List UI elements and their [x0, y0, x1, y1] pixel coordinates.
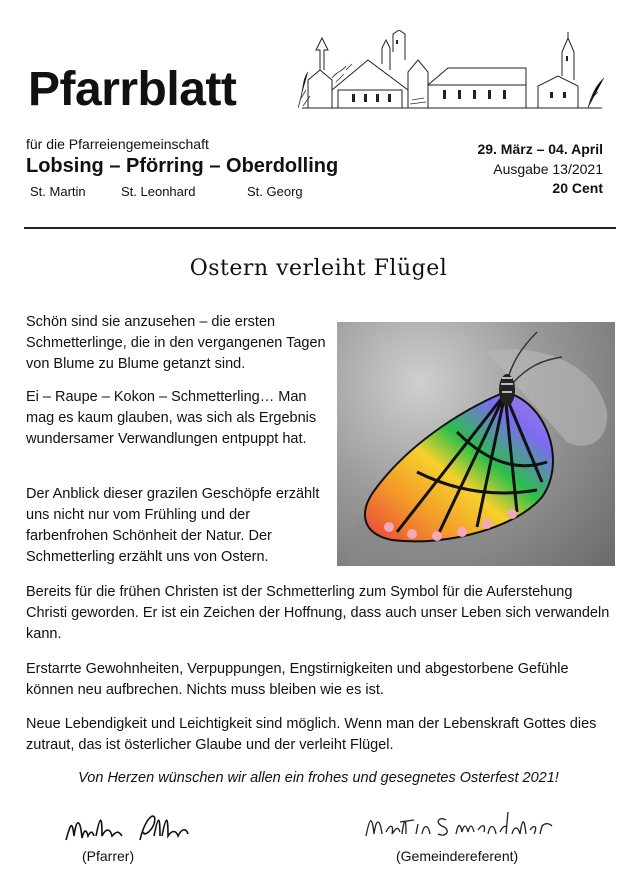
paragraph-5: Erstarrte Gewohnheiten, Verpuppungen, Engstirnigkeiten und abgestorbene Gefühle können neu aufbrechen. Nichts muss bleiben wie es ist. [26, 661, 569, 698]
paragraph-3: Der Anblick dieser grazilen Geschöpfe erzählt uns nicht nur vom Frühling und der farbenfrohen Schönheit der Natur. Der Schmetterling erzählt uns von Ostern. [26, 486, 320, 565]
saint-leonhard: St. Leonhard [121, 184, 196, 199]
signature-pastor [62, 806, 192, 846]
price: 20 Cent [552, 180, 603, 196]
saint-martin: St. Martin [30, 184, 86, 199]
header-divider [24, 227, 616, 229]
paragraph-1: Schön sind sie anzusehen – die ersten Schmetterlinge, die in den vergangenen Tagen von Blume zu Blume getanzt sind. [26, 314, 326, 372]
signature-referent [362, 806, 562, 842]
paragraph-6: Neue Lebendigkeit und Leichtigkeit sind möglich. Wenn man der Lebenskraft Gottes dies zutraut, das ist österlicher Glaube und der verleiht Flügel. [26, 716, 597, 753]
subtitle: für die Pfarreiengemeinschaft [26, 136, 209, 152]
role-pastor: (Pfarrer) [82, 848, 135, 864]
newsletter-title: Pfarrblatt [28, 63, 237, 116]
paragraph-4: Bereits für die frühen Christen ist der Schmetterling zum Symbol für die Auferstehung Christi geworden. Er ist ein Zeichen der Hoffnung, dass auch unser Leben sich verwandeln kann. [26, 584, 610, 642]
role-referent: (Gemeindereferent) [396, 848, 519, 864]
issue-number: Ausgabe 13/2021 [493, 161, 603, 177]
paragraph-2: Ei – Raupe – Kokon – Schmetterling… Man mag es kaum glauben, was sich als Ergebnis wundersamer Verwandlungen entpuppt hat. [26, 389, 317, 447]
parish-names: Lobsing – Pförring – Oberdolling [26, 155, 339, 177]
easter-wish: Von Herzen wünschen wir allen ein frohes und gesegnetes Osterfest 2021! [78, 770, 559, 786]
date-range: 29. März – 04. April [477, 141, 603, 157]
saint-georg: St. Georg [247, 184, 303, 199]
butterfly-photo [337, 322, 615, 566]
church-illustration [298, 30, 606, 110]
article-headline: Ostern verleiht Flügel [189, 256, 448, 281]
